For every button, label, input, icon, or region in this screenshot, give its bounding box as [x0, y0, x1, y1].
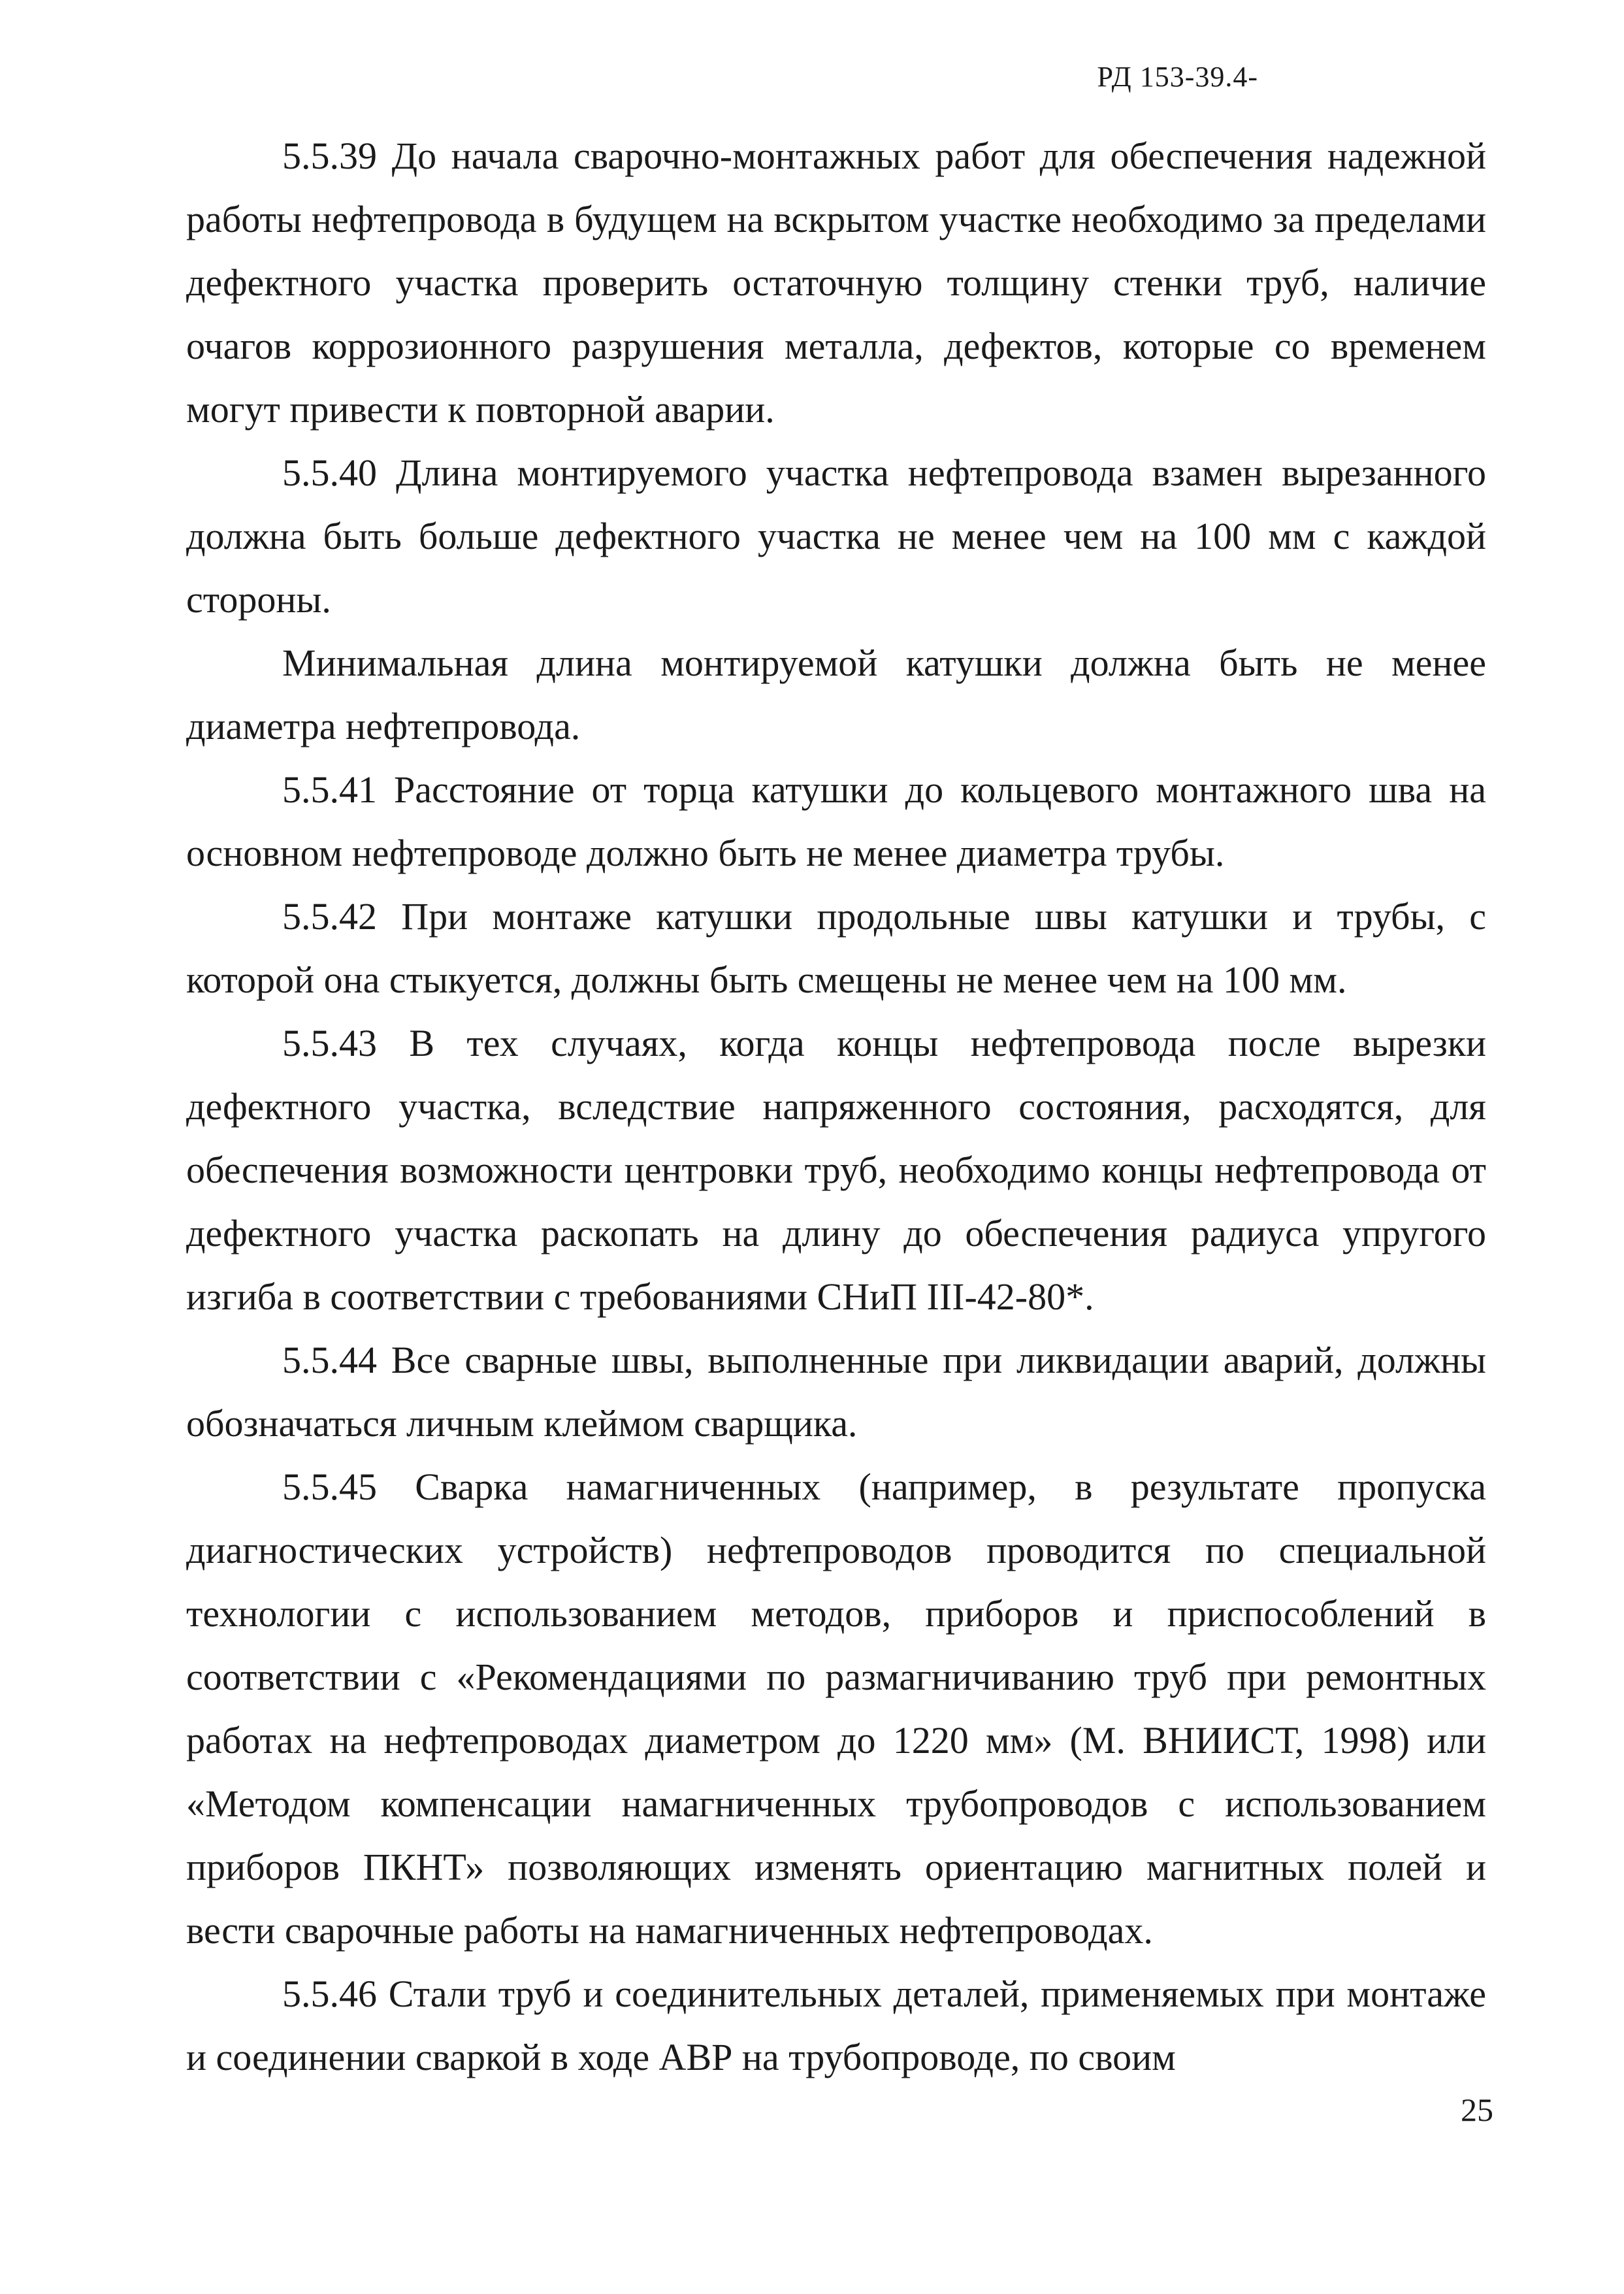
paragraph-5-5-44: 5.5.44 Все сварные швы, выполненные при ликвидации аварий, должны обозначаться личным клеймом сварщика.	[186, 1339, 1486, 1445]
paragraph-5-5-39: 5.5.39 До начала сварочно-монтажных работ для обеспечения надежной работы нефтепровода в будущем на вскрытом участке необходимо за пределами дефектного участка проверить остаточную толщину стенки труб, наличие очагов коррозионного разрушения металла, дефектов, которые со временем могут привести к повторной аварии.	[186, 135, 1486, 431]
paragraph-5-5-45: 5.5.45 Сварка намагниченных (например, в результате пропуска диагностических устройств) нефтепроводов проводится по специальной технологии с использованием методов, приборов и приспособлений в соответствии с «Рекомендациями по размагничиванию труб при ремонтных работах на нефтепроводах диаметром до 1220 мм» (М. ВНИИСТ, 1998) или «Методом компенсации намагниченных трубопроводов с использованием приборов ПКНТ» позволяющих изменять ориентацию магнитных полей и вести сварочные работы на намагниченных нефтепроводах.	[186, 1466, 1486, 1952]
paragraph-minimal-length: Минимальная длина монтируемой катушки должна быть не менее диаметра нефтепровода.	[186, 642, 1486, 747]
body-text	[186, 124, 1486, 2089]
paragraph-5-5-46: 5.5.46 Стали труб и соединительных деталей, применяемых при монтаже и соединении сваркой в ходе АВР на трубопроводе, по своим	[186, 1973, 1486, 2078]
page-number: 25	[1461, 2091, 1493, 2128]
paragraph-5-5-43: 5.5.43 В тех случаях, когда концы нефтепровода после вырезки дефектного участка, вследствие напряженного состояния, расходятся, для обеспечения возможности центровки труб, необходимо концы нефтепровода от дефектного участка раскопать на длину до обеспечения радиуса упругого изгиба в соответствии с требованиями СНиП III-42-80*.	[186, 1022, 1486, 1318]
paragraph-5-5-41: 5.5.41 Расстояние от торца катушки до кольцевого монтажного шва на основном нефтепроводе должно быть не менее диаметра трубы.	[186, 768, 1486, 874]
paragraph-5-5-42: 5.5.42 При монтаже катушки продольные швы катушки и трубы, с которой она стыкуется, должны быть смещены не менее чем на 100 мм.	[186, 895, 1486, 1001]
paragraph-5-5-40: 5.5.40 Длина монтируемого участка нефтепровода взамен вырезанного должна быть больше дефектного участка не менее чем на 100 мм с каждой стороны.	[186, 451, 1486, 621]
document-code: РД 153-39.4-	[1097, 61, 1258, 93]
